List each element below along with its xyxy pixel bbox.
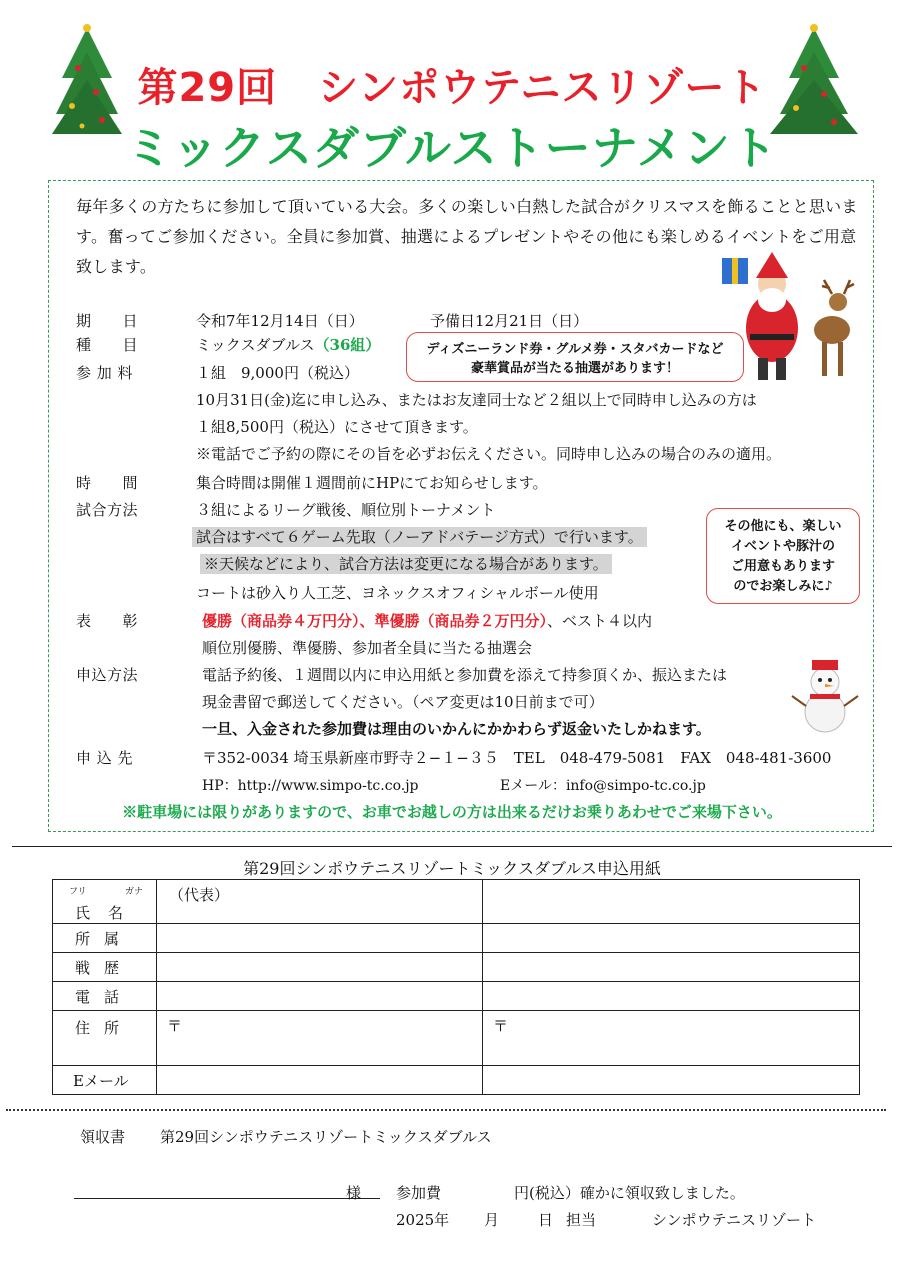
furigana-1: フリ	[69, 887, 87, 897]
award-value2: 順位別優勝、準優勝、参加者全員に当たる抽選会	[202, 639, 533, 657]
fee-note1: 10月31日(金)迄に申し込み、またはお友達同士など２組以上で同時申し込みの方は	[196, 391, 757, 409]
postal-mark-2: 〒	[493, 1017, 509, 1035]
date-value: 令和7年12月14日（日）	[196, 312, 364, 330]
career-field-1[interactable]	[157, 953, 483, 982]
method-value1: ３組によるリーグ戦後、順位別トーナメント	[196, 501, 496, 519]
email-field-1[interactable]	[157, 1066, 483, 1095]
event-bubble-line1: その他にも、楽しい	[724, 519, 842, 534]
receipt-label: 領収書	[80, 1128, 126, 1146]
email-label: Eメール	[53, 1066, 157, 1095]
furigana-2: ガナ	[125, 887, 144, 897]
fee-label: 参 加 料	[76, 364, 134, 382]
receipt-divider	[6, 1109, 886, 1111]
event-bubble-line2: イベントや豚汁の	[730, 539, 835, 554]
affiliation-field-2[interactable]	[483, 924, 860, 953]
career-field-2[interactable]	[483, 953, 860, 982]
form-row-name	[53, 880, 860, 924]
date-label: 期 日	[76, 312, 139, 330]
receipt-company: シンポウテニスリゾート	[652, 1211, 817, 1229]
name-field-2[interactable]	[483, 880, 860, 924]
receipt-name-line	[74, 1198, 380, 1199]
prize-bubble	[406, 332, 744, 382]
contact-address: 〒352-0034 埼玉県新座市野寺２−１−３５ TEL 048-479-5081 FAX 048-481-3600	[202, 749, 832, 767]
fee-note3: ※電話でご予約の際にその旨を必ずお伝えください。同時申し込みの場合のみの適用。	[196, 445, 782, 463]
form-row-phone	[53, 982, 860, 1011]
address-field-2[interactable]	[483, 1011, 860, 1066]
apply-value3: 一旦、入金された参加費は理由のいかんにかかわらず返金いたしかねます。	[202, 720, 711, 738]
prize-line1: ディズニーランド券・グルメ券・スタバカードなど	[426, 342, 724, 357]
phone-field-1[interactable]	[157, 982, 483, 1011]
receipt-yen: 円(税込）確かに領収致しました。	[514, 1184, 745, 1202]
method-value3	[200, 553, 612, 574]
title-line2: ミックスダブルストーナメント	[126, 121, 778, 175]
affiliation-field-1[interactable]	[157, 924, 483, 953]
phone-field-2[interactable]	[483, 982, 860, 1011]
phone-label: 電話	[53, 982, 157, 1011]
career-label: 戦歴	[53, 953, 157, 982]
form-row-career	[53, 953, 860, 982]
intro-text: 毎年多くの方たちに参加して頂いている大会。多くの楽しい白熱した試合がクリスマスを飾ることと思います。奮ってご参加ください。全員に参加賞、抽選によるプレゼントやその他にも楽しめるイベントをご用意致します。	[76, 197, 858, 276]
event-bubble-line4: のでお楽しみに♪	[733, 579, 833, 594]
receipt-fee-label: 参加費	[396, 1184, 442, 1202]
contact-label: 申 込 先	[76, 749, 134, 767]
award-best4: 、ベスト４以内	[547, 612, 653, 630]
receipt-month: 月	[484, 1211, 500, 1229]
method-value2-text: 試合はすべて６ゲーム先取（ノーアドバテージ方式）で行います。	[192, 527, 647, 547]
title-line1: 第29回 シンポウテニスリゾート	[137, 65, 767, 111]
receipt-day: 日	[538, 1211, 554, 1229]
fee-value: １組 9,000円（税込）	[196, 364, 359, 382]
method-value3-text: ※天候などにより、試合方法は変更になる場合があります。	[200, 554, 612, 574]
award-prizes: 優勝（商品券４万円分）、準優勝（商品券２万円分）	[202, 612, 548, 630]
time-label: 時 間	[76, 474, 139, 492]
rep-label: （代表）	[169, 886, 230, 904]
form-title: 第29回シンポウテニスリゾートミックスダブルス申込用紙	[243, 859, 661, 878]
apply-value1: 電話予約後、１週間以内に申込用紙と参加費を添えて持参頂くか、振込または	[202, 666, 728, 684]
address-label: 住所	[53, 1011, 157, 1066]
time-value: 集合時間は開催１週間前にHPにてお知らせします。	[196, 474, 548, 492]
contact-hp: HP：http://www.simpo-tc.co.jp	[202, 778, 419, 794]
receipt-year: 2025年	[396, 1211, 450, 1229]
award-value1	[202, 610, 652, 631]
event-bubble	[706, 508, 860, 604]
form-row-address	[53, 1011, 860, 1066]
event-bubble-line3: ご用意もあります	[730, 559, 835, 574]
receipt-sama: 様	[346, 1184, 362, 1202]
prize-line2: 豪華賞品が当たる抽選があります！	[470, 361, 679, 376]
snowman-icon	[790, 656, 860, 736]
event-groups: （36組）	[314, 336, 381, 354]
name-label: 氏名	[75, 904, 142, 922]
name-label-cell	[53, 880, 157, 924]
form-row-email	[53, 1066, 860, 1095]
form-divider	[12, 846, 892, 847]
event-label: 種 目	[76, 336, 139, 354]
event-value	[196, 334, 380, 355]
award-label: 表 彰	[76, 612, 139, 630]
email-field-2[interactable]	[483, 1066, 860, 1095]
contact-email: Eメール：info@simpo-tc.co.jp	[500, 778, 706, 794]
postal-mark-1: 〒	[167, 1017, 183, 1035]
parking-note: ※駐車場には限りがありますので、お車でお越しの方は出来るだけお乗りあわせでご来場下さい。	[122, 803, 782, 821]
name-field-1[interactable]	[157, 880, 483, 924]
apply-value2: 現金書留で郵送してください。（ペア変更は10日前まで可）	[202, 693, 604, 711]
event-name: ミックスダブルス	[196, 336, 315, 354]
affiliation-label: 所属	[53, 924, 157, 953]
method-value4: コートは砂入り人工芝、ヨネックスオフィシャルボール使用	[196, 584, 599, 602]
fee-note2: １組8,500円（税込）にさせて頂きます。	[196, 418, 478, 436]
application-form-table	[52, 879, 860, 1095]
apply-label: 申込方法	[76, 666, 139, 684]
reserve-date: 予備日12月21日（日）	[430, 312, 589, 330]
form-row-affiliation	[53, 924, 860, 953]
receipt-title: 第29回シンポウテニスリゾートミックスダブルス	[160, 1128, 492, 1146]
method-value2	[192, 526, 647, 547]
address-field-1[interactable]	[157, 1011, 483, 1066]
receipt-staff: 担当	[566, 1211, 597, 1229]
method-label: 試合方法	[76, 501, 139, 519]
